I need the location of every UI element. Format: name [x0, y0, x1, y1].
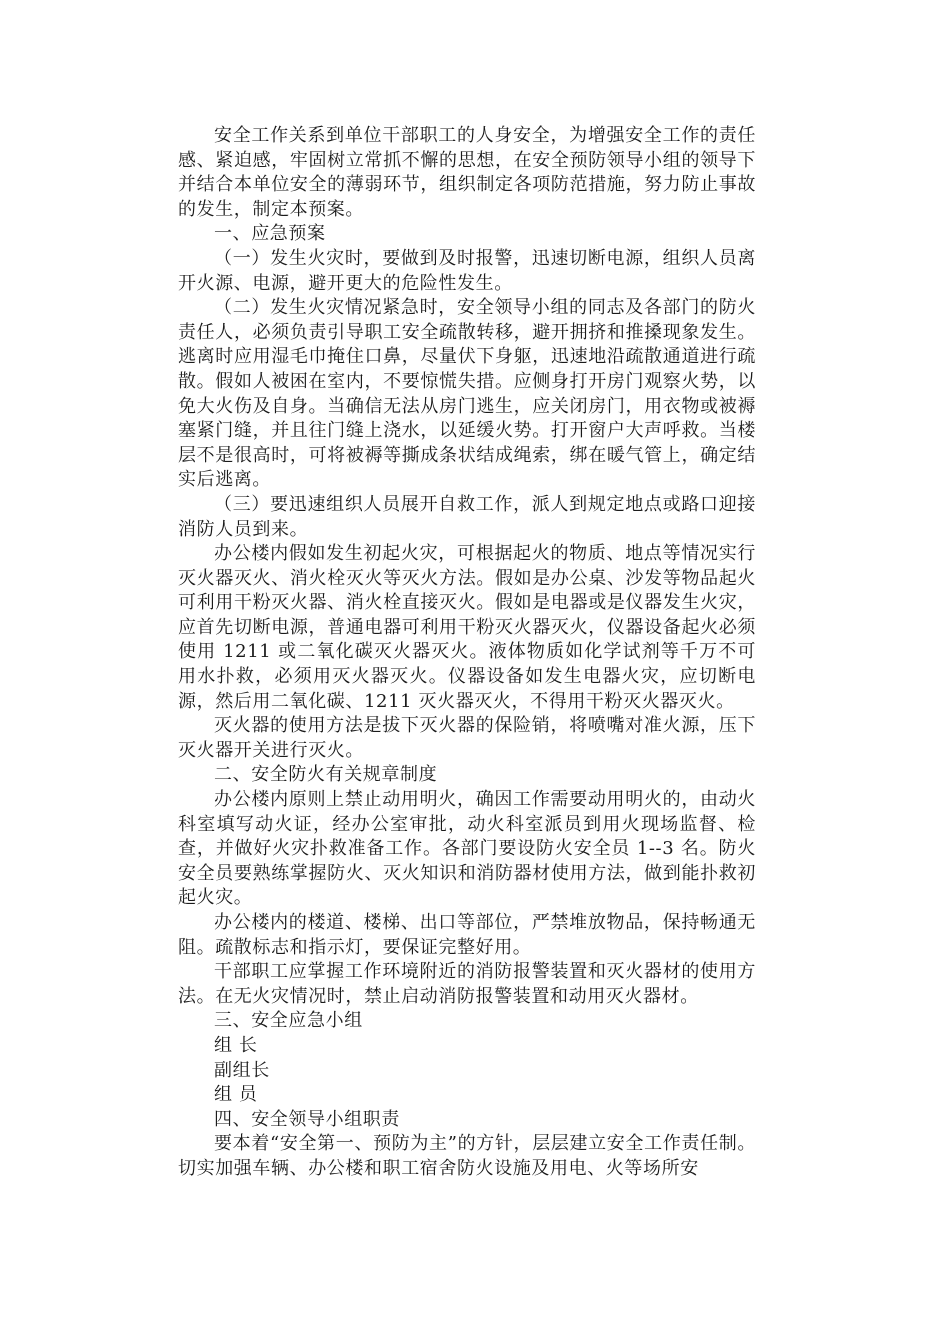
document-body [178, 124, 756, 1182]
plan-item-2: （二）发生火灾情况紧急时，安全领导小组的同志及各部门的防火责任人，必须负责引导职工安全疏散转移，避开拥挤和推搡现象发生。逃离时应用湿毛巾掩住口鼻，尽量伏下身躯，迅速地沿疏散通道进行疏散。假如人被困在室内，不要惊慌失措。应侧身打开房门观察火势，以免大火伤及自身。当确信无法从房门逃生，应关闭房门，用衣物或被褥塞紧门缝，并且往门缝上浇水，以延缓火势。打开窗户大声呼救。当楼层不是很高时，可将被褥等撕成条状结成绳索，绑在暖气管上，确定结实后逃离。 [178, 297, 756, 491]
section-heading-emergency-plan: 一、应急预案 [214, 223, 326, 245]
duties-paragraph: 要本着“安全第一、预防为主”的方针，层层建立安全工作责任制。切实加强车辆、办公楼和职工宿舍防火设施及用电、火等场所安 [178, 1133, 756, 1179]
section-heading-emergency-group: 三、安全应急小组 [214, 1010, 363, 1032]
alarm-rule-paragraph: 干部职工应掌握工作环境附近的消防报警装置和灭火器材的使用方法。在无火灾情况时，禁止启动消防报警装置和动用灭火器材。 [178, 961, 756, 1007]
intro-paragraph: 安全工作关系到单位干部职工的人身安全，为增强安全工作的责任感、紧迫感，牢固树立常抓不懈的思想，在安全预防领导小组的领导下并结合本单位安全的薄弱环节，组织制定各项防范措施，努力防止事故的发生，制定本预案。 [178, 125, 756, 220]
section-heading-leadership-duties: 四、安全领导小组职责 [214, 1108, 400, 1130]
plan-item-3: （三）要迅速组织人员展开自救工作，派人到规定地点或路口迎接消防人员到来。 [178, 493, 756, 540]
open-flame-rule-paragraph: 办公楼内原则上禁止动用明火，确因工作需要动用明火的，由动火科室填写动火证，经办公室审批，动火科室派员到用火现场监督、检查，并做好火灾扑救准备工作。各部门要设防火安全员 1--3 名。防火安全员要熟练掌握防火、灭火知识和消防器材使用方法，做到能扑救初起火灾。 [178, 789, 756, 909]
deputy-leader-label: 副组长 [214, 1059, 270, 1081]
group-member-label: 组 员 [214, 1084, 258, 1106]
section-heading-fire-rules: 二、安全防火有关规章制度 [214, 764, 438, 786]
group-leader-label: 组 长 [214, 1034, 258, 1056]
extinguisher-usage-paragraph: 灭火器的使用方法是拔下灭火器的保险销，将喷嘴对准火源，压下灭火器开关进行灭火。 [178, 715, 756, 761]
initial-fire-paragraph: 办公楼内假如发生初起火灾，可根据起火的物质、地点等情况实行灭火器灭火、消火栓灭火等灭火方法。假如是办公桌、沙发等物品起火可利用干粉灭火器、消火栓直接灭火。假如是电器或是仪器发生火灾，应首先切断电源，普通电器可利用干粉灭火器灭火，仪器设备起火必须使用 1211 或二氧化碳灭火器灭火。液体物质如化学试剂等千万不可用水扑救，必须用灭火器灭火。仪器设备如发生电器火灾，应切断电源，然后用二氧化碳、1211 灭火器灭火，不得用干粉灭火器灭火。 [178, 543, 756, 712]
corridor-rule-paragraph: 办公楼内的楼道、楼梯、出口等部位，严禁堆放物品，保持畅通无阻。疏散标志和指示灯，要保证完整好用。 [178, 912, 756, 958]
plan-item-1: （一）发生火灾时，要做到及时报警，迅速切断电源，组织人员离开火源、电源，避开更大的危险性发生。 [178, 247, 756, 294]
